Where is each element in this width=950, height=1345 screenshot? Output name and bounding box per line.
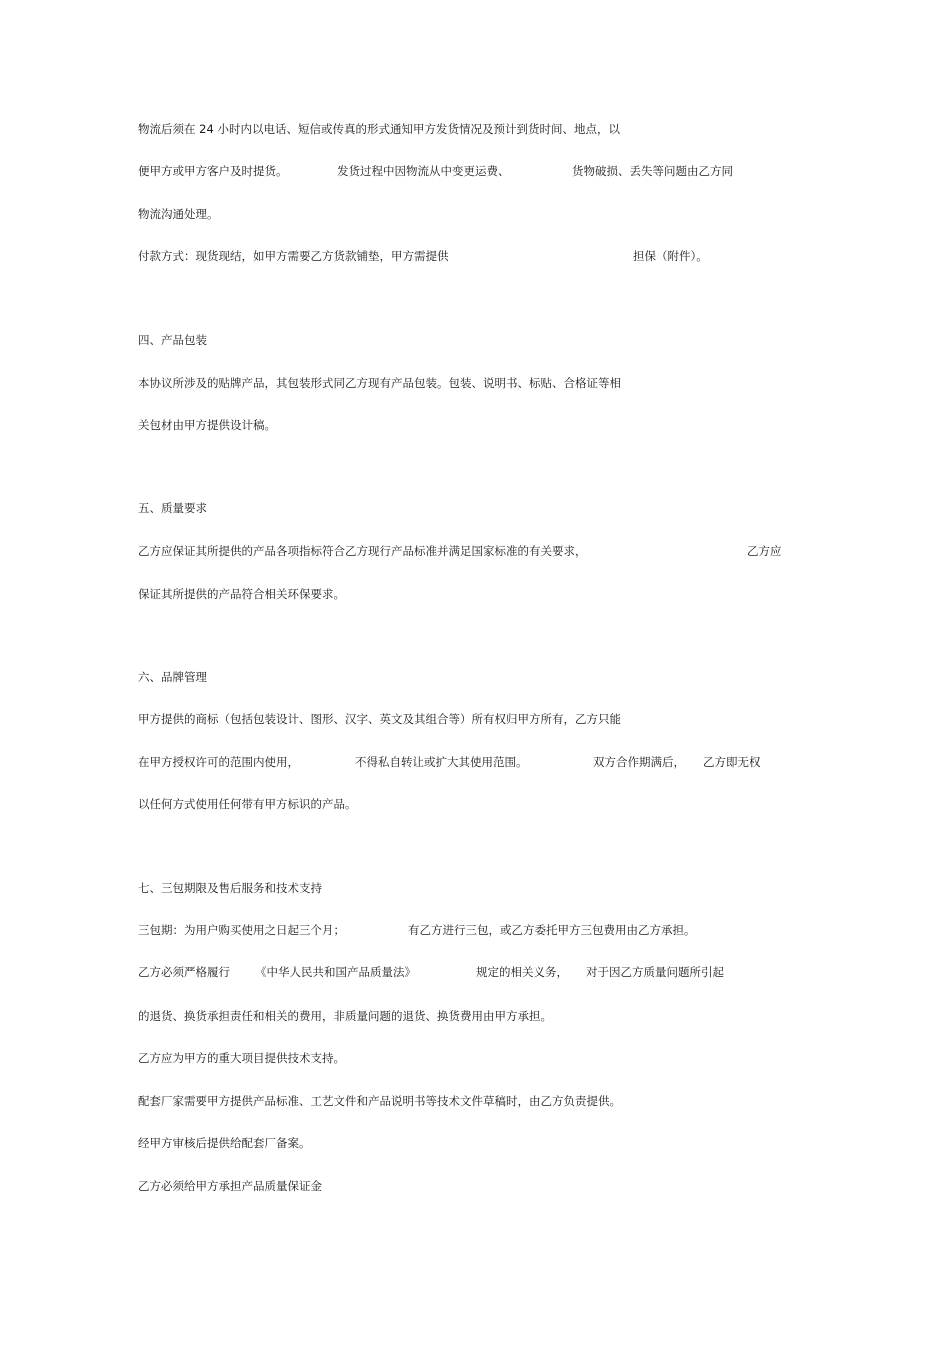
text-segment: 对于因乙方质量问题所引起 [586,965,724,979]
text-segment: 以任何方式使用任何带有甲方标识的产品。 [138,797,357,811]
text-segment: 双方合作期满后， [593,755,685,769]
text-segment: 货物破损、丢失等问题由乙方同 [572,164,733,178]
text-segment: 规定的相关义务， [476,965,568,979]
text-segment: 有乙方进行三包，或乙方委托甲方三包费用由乙方承担。 [408,923,696,937]
heading-text: 六、品牌管理 [138,670,207,684]
text-segment: 本协议所涉及的贴牌产品，其包装形式同乙方现有产品包装。包装、说明书、标贴、合格证等相 [138,376,621,390]
text-segment: 乙方应为甲方的重大项目提供技术支持。 [138,1051,345,1065]
text-segment: 乙方必须给甲方承担产品质量保证金 [138,1179,322,1193]
text-segment: 不得私自转让或扩大其使用范围。 [355,755,528,769]
heading-text: 七、三包期限及售后服务和技术支持 [138,881,322,895]
text-segment: 《中华人民共和国产品质量法》 [255,965,416,979]
text-segment: 物流沟通处理。 [138,207,219,221]
text-segment: 的退货、换货承担责任和相关的费用，非质量问题的退货、换货费用由甲方承担。 [138,1009,552,1023]
text-segment: 担保（附件）。 [633,249,708,263]
heading-text: 五、质量要求 [138,501,207,515]
text-segment: 乙方必须严格履行 [138,965,230,979]
heading-text: 四、产品包装 [138,333,207,347]
text-segment: 经甲方审核后提供给配套厂备案。 [138,1136,311,1150]
text-segment: 便甲方或甲方客户及时提货。 [138,164,288,178]
text-segment: 在甲方授权许可的范围内使用， [138,755,299,769]
text-segment: 乙方应 [747,544,782,558]
text-segment: 物流后须在 24 小时内以电话、短信或传真的形式通知甲方发货情况及预计到货时间、地点，以 [138,122,620,136]
text-segment: 保证其所提供的产品符合相关环保要求。 [138,587,345,601]
text-segment: 三包期：为用户购买使用之日起三个月； [138,923,345,937]
text-segment: 付款方式：现货现结，如甲方需要乙方货款铺垫，甲方需提供 [138,249,449,263]
text-segment: 乙方应保证其所提供的产品各项指标符合乙方现行产品标准并满足国家标准的有关要求， [138,544,587,558]
text-segment: 配套厂家需要甲方提供产品标准、工艺文件和产品说明书等技术文件草稿时，由乙方负责提供。 [138,1094,621,1108]
text-segment: 关包材由甲方提供设计稿。 [138,418,276,432]
text-segment: 发货过程中因物流从中变更运费、 [337,164,510,178]
text-segment: 甲方提供的商标（包括包装设计、图形、汉字、英文及其组合等）所有权归甲方所有，乙方只能 [138,712,621,726]
text-segment: 乙方即无权 [703,755,761,769]
